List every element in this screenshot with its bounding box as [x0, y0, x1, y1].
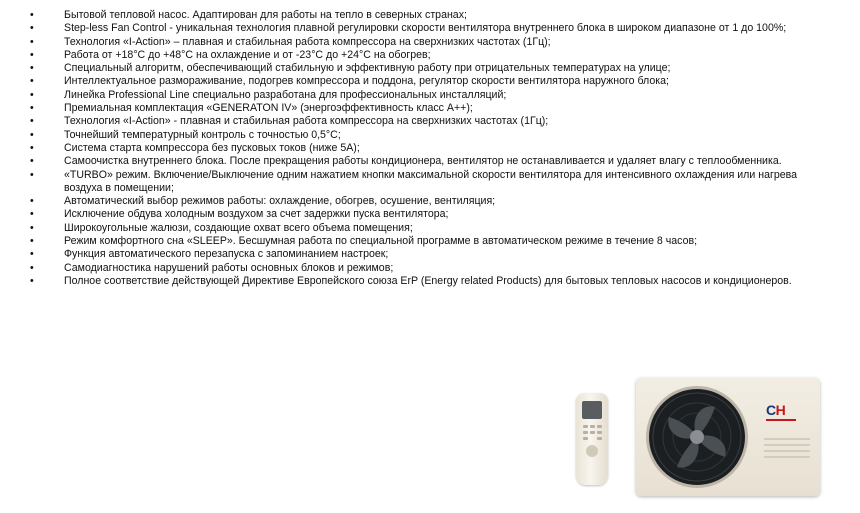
vent-slat — [764, 456, 810, 458]
remote-button-shape — [583, 437, 588, 440]
vent-slat — [764, 444, 810, 446]
bullet: • — [30, 274, 34, 287]
feature-item — [30, 235, 820, 248]
feature-item — [30, 115, 820, 128]
bullet: • — [30, 48, 34, 61]
bullet: • — [30, 261, 34, 274]
remote-button-shape — [597, 437, 602, 440]
remote-button-shape — [583, 431, 588, 434]
feature-text: Исключение обдува холодным воздухом за счет задержки пуска вентилятора; — [64, 208, 449, 221]
ch-logo: CH — [766, 402, 786, 418]
feature-item — [30, 36, 820, 49]
feature-item — [30, 169, 820, 196]
feature-text: Функция автоматического перезапуска с запоминанием настроек; — [64, 248, 389, 261]
feature-text: Автоматический выбор режимов работы: охлаждение, обогрев, осушение, вентиляция; — [64, 195, 496, 208]
feature-item — [30, 62, 820, 75]
feature-list — [30, 9, 820, 288]
fan-grille — [646, 386, 748, 488]
bullet: • — [30, 88, 34, 101]
feature-text: Широкоугольные жалюзи, создающие охват всего объема помещения; — [64, 221, 413, 234]
remote-button-shape — [583, 425, 588, 428]
feature-text: Step-less Fan Control - уникальная технология плавной регулировки скорости вентилятора внутреннего блока в широком диапазоне от 1 до 100%; — [64, 22, 787, 35]
feature-item — [30, 155, 820, 168]
bullet: • — [30, 235, 34, 248]
remote-button-shape — [597, 425, 602, 428]
bullet: • — [30, 115, 34, 128]
feature-item — [30, 208, 820, 221]
feature-item — [30, 195, 820, 208]
bullet: • — [30, 208, 34, 221]
feature-text: Система старта компрессора без пусковых токов (ниже 5А); — [64, 141, 360, 154]
feature-text: Режим комфортного сна «SLEEP». Бесшумная работа по специальной программе в автоматическом режиме в течение 8 часов; — [64, 235, 698, 248]
bullet: • — [30, 221, 34, 234]
feature-item — [30, 89, 820, 102]
bullet: • — [30, 22, 34, 35]
feature-text: Линейка Professional Line специально разработана для профессиональных инсталляций; — [64, 88, 507, 101]
feature-text: Интеллектуальное размораживание, подогрев компрессора и поддона, регулятор скорости вентилятора наружного блока; — [64, 75, 669, 88]
bullet: • — [30, 102, 34, 115]
bullet: • — [30, 9, 34, 21]
bullet: • — [30, 155, 34, 168]
remote-round-button — [586, 445, 598, 457]
feature-item — [30, 129, 820, 142]
feature-item — [30, 262, 820, 275]
feature-text: Бытовой тепловой насос. Адаптирован для работы на тепло в северных странах; — [64, 9, 467, 21]
feature-text: Точнейший температурный контроль с точностью 0,5°С; — [64, 128, 341, 141]
remote-control-image — [576, 393, 608, 485]
vent-slat — [764, 438, 810, 440]
remote-display — [582, 401, 602, 419]
feature-item — [30, 142, 820, 155]
remote-button-shape — [590, 425, 595, 428]
remote-button-shape — [590, 431, 595, 434]
bullet: • — [30, 141, 34, 154]
feature-item — [30, 22, 820, 35]
feature-item — [30, 9, 820, 22]
vent-slat — [764, 450, 810, 452]
feature-item — [30, 275, 820, 288]
logo-underline — [766, 419, 796, 421]
feature-item — [30, 222, 820, 235]
bullet: • — [30, 35, 34, 48]
bullet: • — [30, 75, 34, 88]
feature-item — [30, 49, 820, 62]
feature-text: Технология «I-Action» – плавная и стабильная работа компрессора на сверхнизких частотах (1Гц); — [64, 35, 551, 48]
bullet: • — [30, 168, 34, 181]
feature-text: Премиальная комплектация «GENERATON IV» (энергоэффективность класс А++); — [64, 102, 473, 115]
feature-text: Работа от +18°С до +48°С на охлаждение и от -23°С до +24°С на обогрев; — [64, 48, 431, 61]
remote-button-shape — [597, 431, 602, 434]
feature-text: Технология «I-Action» - плавная и стабильная работа компрессора на сверхнизких частотах (1Гц); — [64, 115, 549, 128]
feature-text: Самоочистка внутреннего блока. После прекращения работы кондиционера, вентилятор не останавливается и удаляет влагу с теплообменника. — [64, 155, 782, 168]
feature-item — [30, 75, 820, 88]
bullet: • — [30, 248, 34, 261]
bullet: • — [30, 128, 34, 141]
bullet: • — [30, 195, 34, 208]
feature-text: Специальный алгоритм, обеспечивающий стабильную и эффективную работу при отрицательных температурах на улице; — [64, 62, 671, 75]
feature-text: Полное соответствие действующей Директиве Европейского союза ErP (Energy related Products) для бытовых тепловых насосов и кондиционеров. — [64, 274, 792, 287]
feature-text: Самодиагностика нарушений работы основных блоков и режимов; — [64, 261, 394, 274]
outdoor-unit-image — [636, 378, 820, 496]
bullet: • — [30, 62, 34, 75]
fan-icon — [649, 389, 745, 485]
feature-item — [30, 102, 820, 115]
feature-text: «TURBO» режим. Включение/Выключение одним нажатием кнопки максимальной скорости вентилятора для интенсивного охлаждения или нагрева воздуха в помещении; — [64, 168, 798, 194]
feature-item — [30, 248, 820, 261]
